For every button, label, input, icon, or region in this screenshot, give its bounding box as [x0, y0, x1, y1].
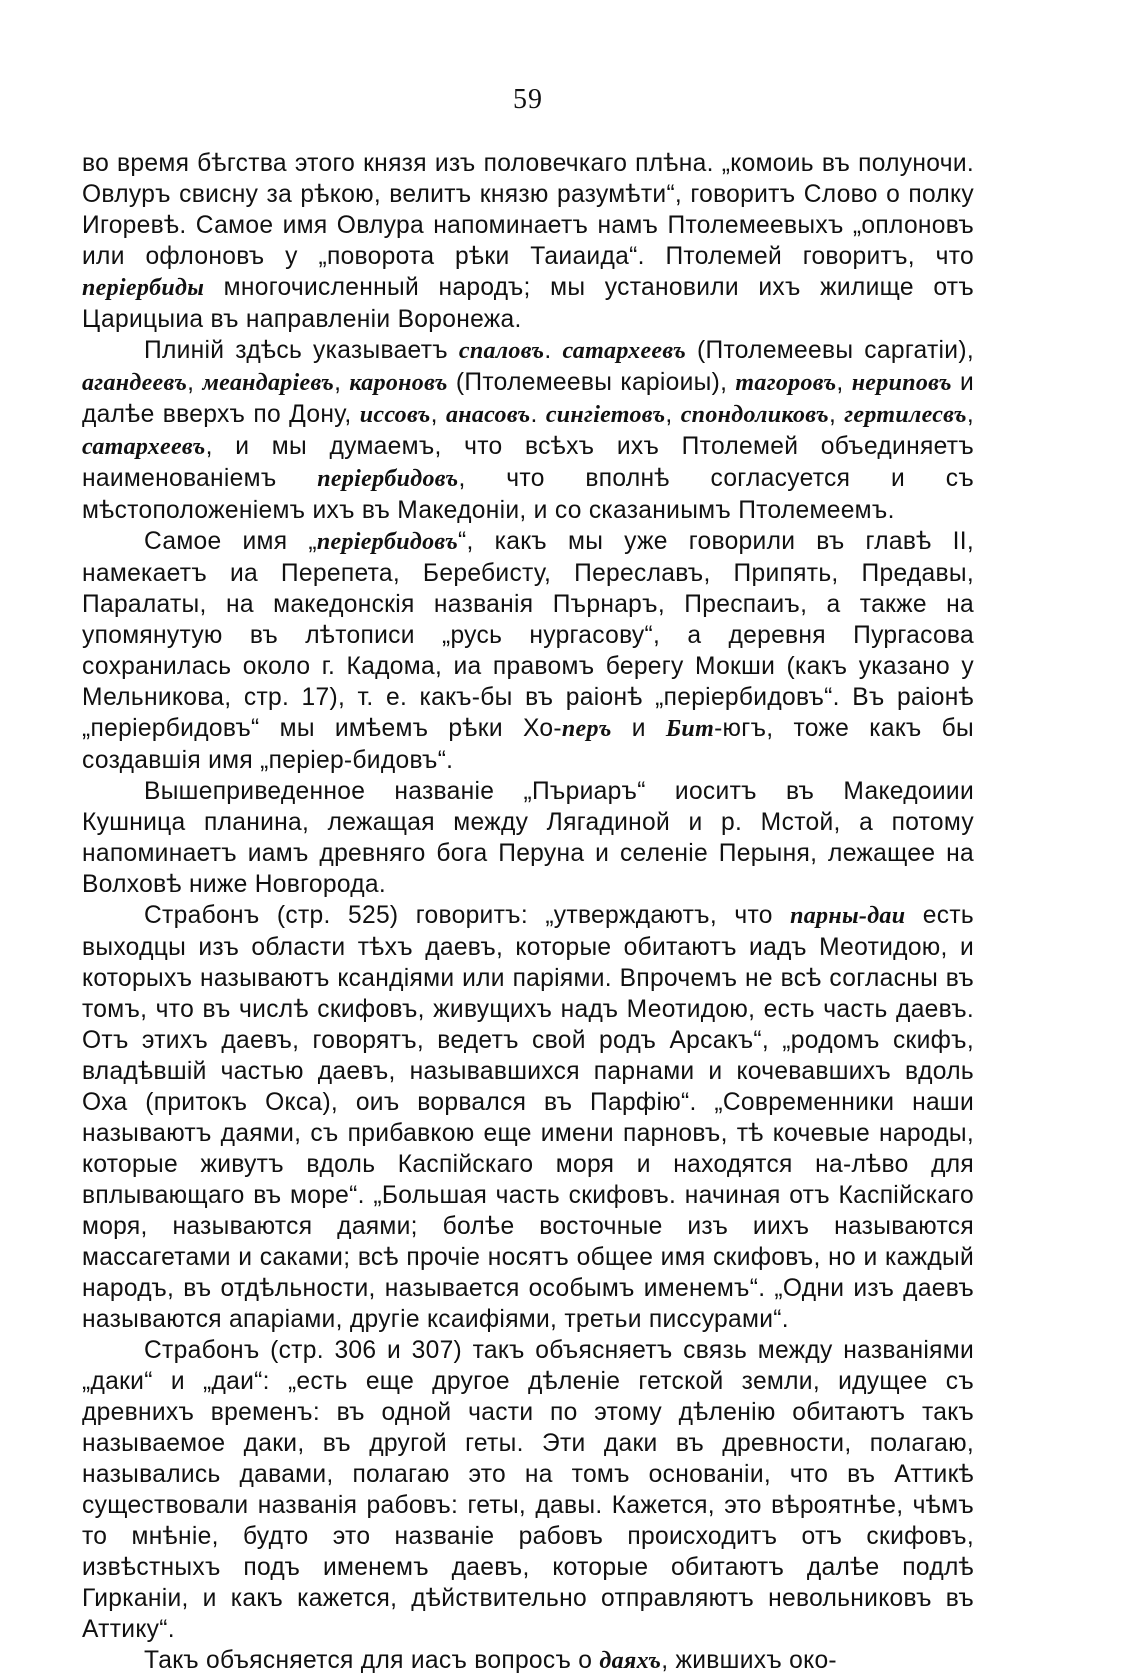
- italic-term: сатархеевъ: [562, 338, 687, 364]
- text-run: ,: [836, 369, 852, 396]
- text-run: Такъ объясняется для иасъ вопросъ о: [144, 1647, 600, 1674]
- text-run: (Птолемеевы каріоиы),: [447, 369, 736, 396]
- italic-term: спондоликовъ: [680, 402, 829, 428]
- text-run: многочисленный народъ; мы установили ихъ жилище отъ Царицыиа въ направленіи Воронежа.: [82, 274, 974, 333]
- text-run: ,: [334, 369, 350, 396]
- text-run: Плиній здѣсь указываетъ: [144, 337, 459, 364]
- page-number: 59: [513, 84, 543, 115]
- paragraph: [82, 900, 974, 1335]
- book-page: [82, 84, 974, 1677]
- text-run: Вышеприведенное названіе „Пъриаръ“ иоситъ въ Македоиии Кушница планина, лежащая между Лягадиной и р. Мстой, а потому напоминаетъ иамъ древняго бога Перуна и селеніе Перыня, лежащее на Волховѣ ниже Новгорода.: [82, 778, 974, 898]
- text-run: и: [611, 715, 666, 742]
- text-run: ,: [187, 369, 203, 396]
- text-run: .: [544, 337, 563, 364]
- text-run: (Птолемеевы саргатіи),: [686, 337, 974, 364]
- text-run: Страбонъ (стр. 525) говоритъ: „утверждаютъ, что: [144, 902, 791, 929]
- text-run: во время бѣгства этого князя изъ половечкаго плѣна. „комоиь въ полуночи. Овлуръ свисну за рѣкою, велитъ князю разумѣти“, говоритъ Слово о полку Игоревѣ. Самое имя Овлура напоминаетъ намъ Птолемеевыхъ „оплоновъ или офлоновъ у „поворота рѣки Таиаида“. Птолемей говоритъ, что: [82, 150, 974, 270]
- text-run: , что вполнѣ согласуется и съ мѣстоположеніемъ ихъ въ Македоніи, и со сказаниымъ Птолемеемъ.: [82, 465, 974, 524]
- italic-term: даяхъ: [599, 1648, 662, 1674]
- italic-term: парны-даи: [790, 903, 906, 929]
- italic-term: иссовъ: [359, 402, 431, 428]
- text-run: , жившихъ око-: [661, 1647, 837, 1674]
- text-run: .: [530, 401, 546, 428]
- text-run: и далѣе вверхъ по Дону,: [82, 369, 974, 428]
- italic-term: гертилесвъ: [844, 402, 967, 428]
- text-run: ,: [828, 401, 845, 428]
- italic-term: меандаріевъ: [202, 370, 335, 396]
- italic-term: періербиды: [82, 275, 205, 301]
- text-run: Страбонъ (стр. 306 и 307) такъ объясняетъ связь между названіями „даки“ и „даи“: „есть еще другое дѣленіе гетской земли, идущее съ древнихъ временъ: въ одной части по этому дѣленію обитаютъ такъ называемое даки, въ другой геты. Эти даки въ древности, полагаю, назывались давами, полагаю это на томъ основаніи, что въ Аттикѣ существовали названія рабовъ: геты, давы. Кажется, это вѣроятнѣе, чѣмъ то мнѣніе, будто это названіе рабовъ происходитъ отъ скифовъ, извѣстныхъ подъ именемъ даевъ, которые обитаютъ далѣе подлѣ Гирканіи, и какъ кажется, дѣйствительно отправляютъ невольниковъ въ Аттику“.: [82, 1337, 974, 1643]
- italic-term: сингіетовъ: [545, 402, 666, 428]
- italic-term: сатархеевъ: [82, 434, 206, 460]
- italic-term: Бит: [665, 716, 715, 742]
- italic-term: періербидовъ: [317, 466, 459, 492]
- paragraph: [82, 776, 974, 900]
- paragraph: [82, 526, 974, 776]
- paragraph: [82, 148, 974, 335]
- body-text: [82, 148, 974, 1677]
- italic-term: періербидовъ: [316, 529, 459, 555]
- text-run: ,: [430, 401, 446, 428]
- italic-term: агандеевъ: [82, 370, 188, 396]
- paragraph: [82, 1335, 974, 1645]
- italic-term: перъ: [561, 716, 612, 742]
- paragraph: [82, 335, 974, 526]
- text-run: ,: [966, 401, 974, 428]
- italic-term: кароновъ: [349, 370, 448, 396]
- italic-term: анасовъ: [445, 402, 531, 428]
- paragraph: [82, 1645, 974, 1677]
- text-run: -югъ, тоже какъ бы создавшія имя „періер-бидовъ“.: [82, 715, 974, 774]
- text-run: ,: [665, 401, 681, 428]
- text-run: есть выходцы изъ области тѣхъ даевъ, которые обитаютъ иадъ Меотидою, и которыхъ называютъ ксандіями или паріями. Впрочемъ не всѣ согласны въ томъ, что въ числѣ скифовъ, живущихъ надъ Меотидою, есть часть даевъ. Отъ этихъ даевъ, говорятъ, ведетъ свой родъ Арсакъ“, „родомъ скифъ, владѣвшій частью даевъ, называвшихся парнами и кочевавшихъ вдоль Оха (притокъ Окса), оиъ ворвался въ Парфію“. „Современники наши называютъ даями, съ прибавкою еще имени парновъ, тѣ кочевые народы, которые живутъ вдоль Каспійскаго моря и находятся на-лѣво для вплывающаго въ море“. „Большая часть скифовъ. начиная отъ Каспійскаго моря, называются даями; болѣе восточные изъ иихъ называются массагетами и саками; всѣ прочіе носятъ общее имя скифовъ, но и каждый народъ, въ отдѣльности, называется особымъ именемъ“. „Одни изъ даевъ называются апаріами, другіе ксаифіями, третьи писсурами“.: [82, 902, 974, 1333]
- italic-term: спаловъ: [458, 338, 545, 364]
- text-run: , и мы думаемъ, что всѣхъ ихъ Птолемей объединяетъ наименованіемъ: [82, 433, 974, 492]
- text-run: “, какъ мы уже говорили въ главѣ II, намекаетъ иа Перепета, Беребисту, Переславъ, Припять, Предавы, Паралаты, на македонскія названія Пърнаръ, Преспаиъ, а также на упомянутую въ лѣтописи „русь нургасову“, а деревня Пургасова сохранилась около г. Кадома, иа правомъ берегу Мокши (какъ указано у Мельникова, стр. 17), т. е. какъ-бы въ раіонѣ „періербидовъ“. Въ раіонѣ „періербидовъ“ мы имѣемъ рѣки Хо-: [82, 528, 974, 742]
- italic-term: тагоровъ: [735, 370, 837, 396]
- italic-term: нериповъ: [851, 370, 952, 396]
- text-run: Самое имя „: [144, 528, 317, 555]
